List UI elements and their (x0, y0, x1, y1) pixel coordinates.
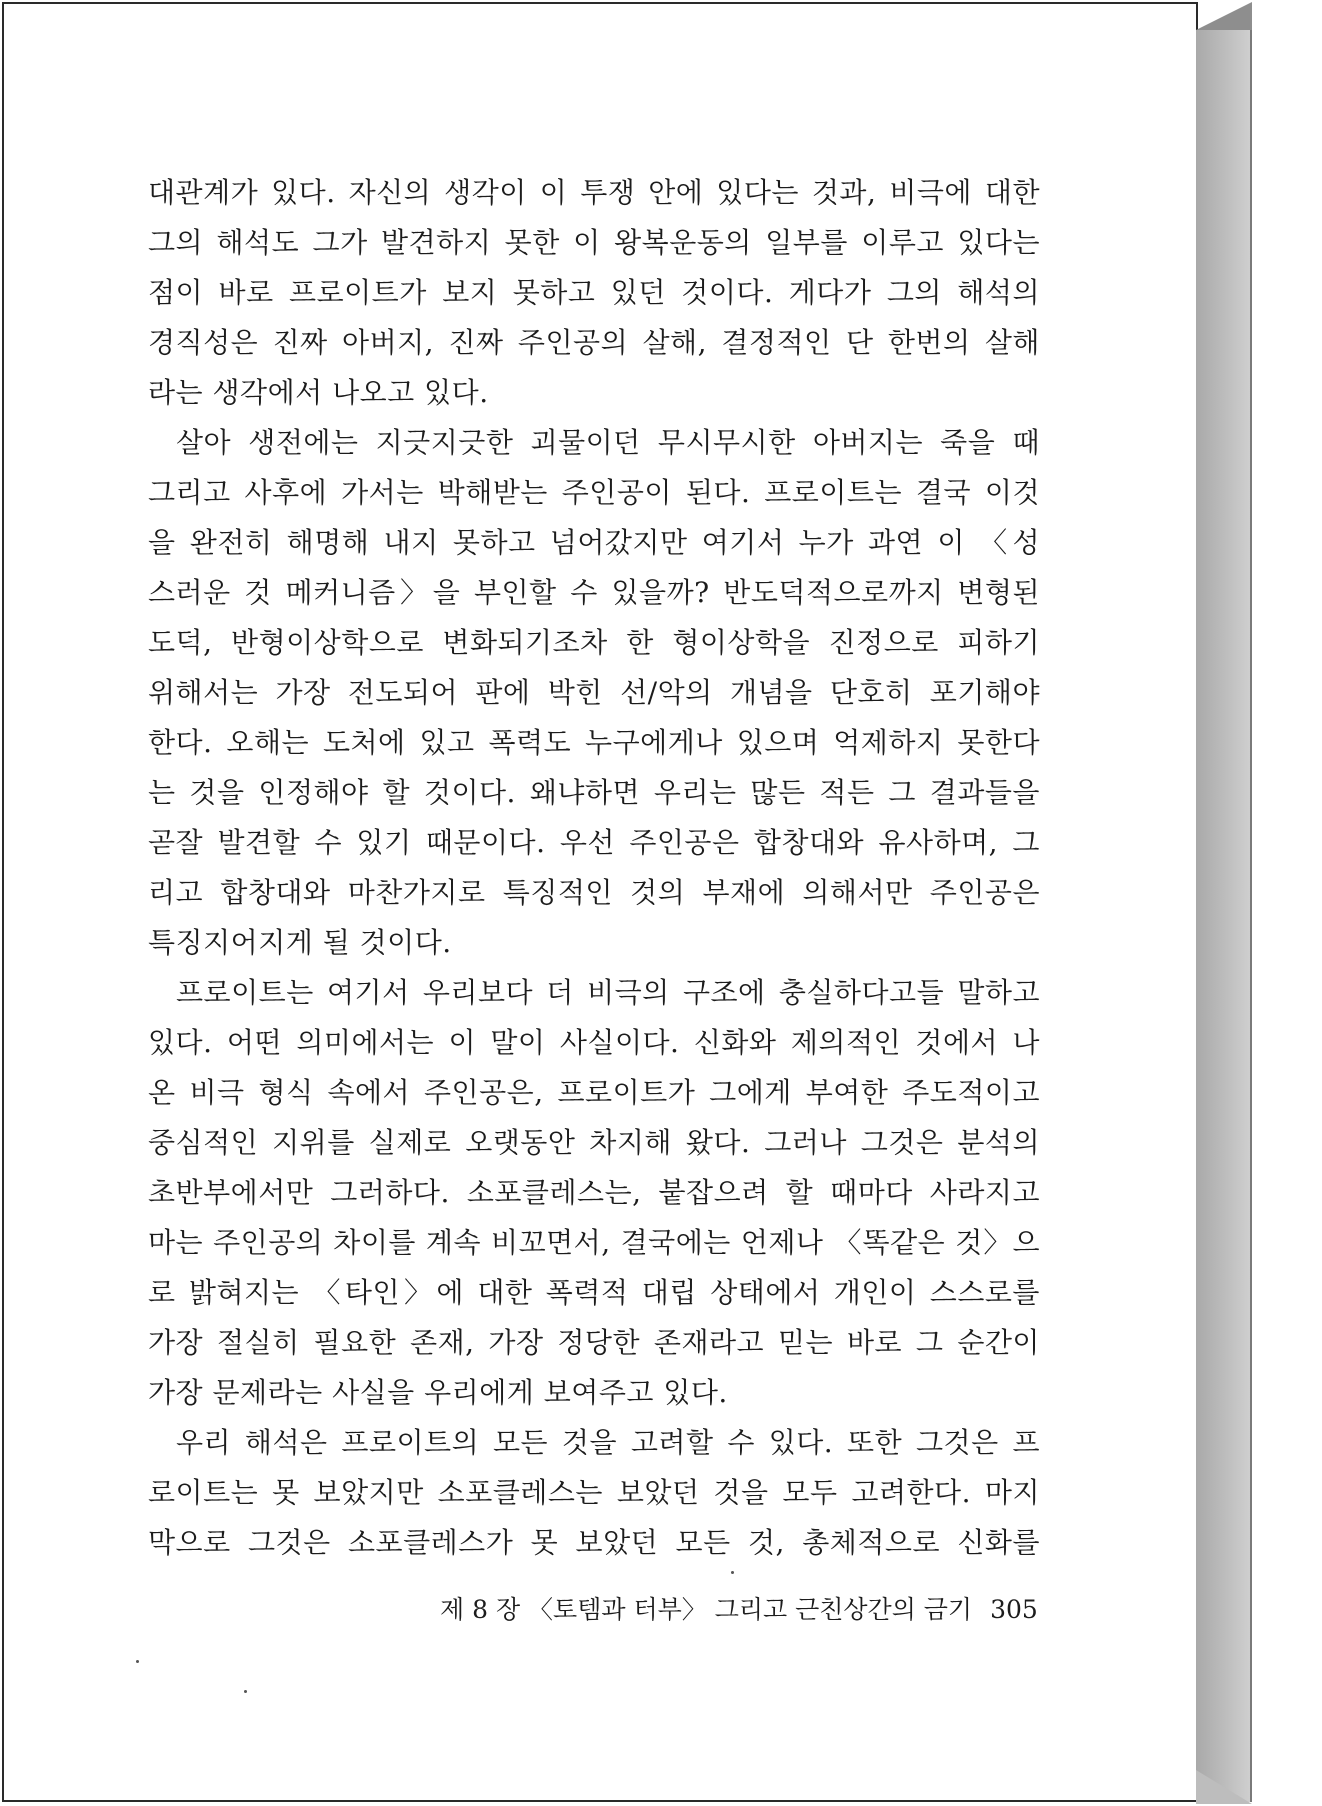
text-line: 가장 문제라는 사실을 우리에게 보여주고 있다. (148, 1376, 728, 1409)
page-number: 305 (990, 1595, 1038, 1624)
body-text (148, 168, 1040, 1568)
scan-speck (136, 1660, 139, 1663)
text-line: 라는 생각에서 나오고 있다. (148, 376, 489, 409)
text-line: 특징지어지게 될 것이다. (148, 926, 452, 959)
text-line: 온 비극 형식 속에서 주인공은, 프로이트가 그에게 부여한 주도적이고 (148, 1076, 1040, 1109)
text-line: 있다. 어떤 의미에서는 이 말이 사실이다. 신화와 제의적인 것에서 나 (148, 1026, 1040, 1059)
text-line: 그의 해석도 그가 발견하지 못한 이 왕복운동의 일부를 이루고 있다는 (148, 226, 1040, 259)
text-line: 을 완전히 해명해 내지 못하고 넘어갔지만 여기서 누가 과연 이 〈성 (148, 526, 1040, 559)
text-line: 마는 주인공의 차이를 계속 비꼬면서, 결국에는 언제나 〈똑같은 것〉으 (148, 1226, 1040, 1259)
text-line: 살아 생전에는 지긋지긋한 괴물이던 무시무시한 아버지는 죽을 때 (176, 426, 1040, 459)
text-line: 중심적인 지위를 실제로 오랫동안 차지해 왔다. 그러나 그것은 분석의 (148, 1126, 1040, 1159)
text-line: 로 밝혀지는 〈타인〉에 대한 폭력적 대립 상태에서 개인이 스스로를 (148, 1276, 1040, 1309)
running-head: 제 8 장 〈토템과 터부〉 그리고 근친상간의 금기 (440, 1595, 973, 1624)
text-line: 우리 해석은 프로이트의 모든 것을 고려할 수 있다. 또한 그것은 프 (176, 1426, 1040, 1459)
scan-speck (731, 1571, 734, 1574)
text-line: 그리고 사후에 가서는 박해받는 주인공이 된다. 프로이트는 결국 이것 (148, 476, 1040, 509)
scan-speck (244, 1690, 247, 1693)
page-stack-edge-top (1196, 2, 1252, 30)
text-line: 곧잘 발견할 수 있기 때문이다. 우선 주인공은 합창대와 유사하며, 그 (148, 826, 1040, 859)
text-line: 위해서는 가장 전도되어 판에 박힌 선/악의 개념을 단호히 포기해야 (148, 676, 1040, 709)
text-line: 리고 합창대와 마찬가지로 특징적인 것의 부재에 의해서만 주인공은 (148, 876, 1040, 909)
text-line: 막으로 그것은 소포클레스가 못 보았던 모든 것, 총체적으로 신화를 (148, 1526, 1040, 1559)
text-line: 대관계가 있다. 자신의 생각이 이 투쟁 안에 있다는 것과, 비극에 대한 (148, 176, 1040, 209)
text-line: 도덕, 반형이상학으로 변화되기조차 한 형이상학을 진정으로 피하기 (148, 626, 1040, 659)
page-stack-edge-bottom (1196, 1770, 1252, 1804)
text-line: 로이트는 못 보았지만 소포클레스는 보았던 것을 모두 고려한다. 마지 (148, 1476, 1040, 1509)
text-line: 초반부에서만 그러하다. 소포클레스는, 붙잡으려 할 때마다 사라지고 (148, 1176, 1040, 1209)
text-line: 프로이트는 여기서 우리보다 더 비극의 구조에 충실하다고들 말하고 (176, 976, 1040, 1009)
text-line: 는 것을 인정해야 할 것이다. 왜냐하면 우리는 많든 적든 그 결과들을 (148, 776, 1040, 809)
text-line: 점이 바로 프로이트가 보지 못하고 있던 것이다. 게다가 그의 해석의 (148, 276, 1040, 309)
text-line: 스러운 것 메커니즘〉을 부인할 수 있을까? 반도덕적으로까지 변형된 (148, 576, 1040, 609)
text-line: 가장 절실히 필요한 존재, 가장 정당한 존재라고 믿는 바로 그 순간이 (148, 1326, 1040, 1359)
text-line: 한다. 오해는 도처에 있고 폭력도 누구에게나 있으며 억제하지 못한다 (148, 726, 1040, 759)
page-stack-edge (1196, 30, 1252, 1802)
page-footer (440, 1588, 1038, 1632)
text-line: 경직성은 진짜 아버지, 진짜 주인공의 살해, 결정적인 단 한번의 살해 (148, 326, 1040, 359)
